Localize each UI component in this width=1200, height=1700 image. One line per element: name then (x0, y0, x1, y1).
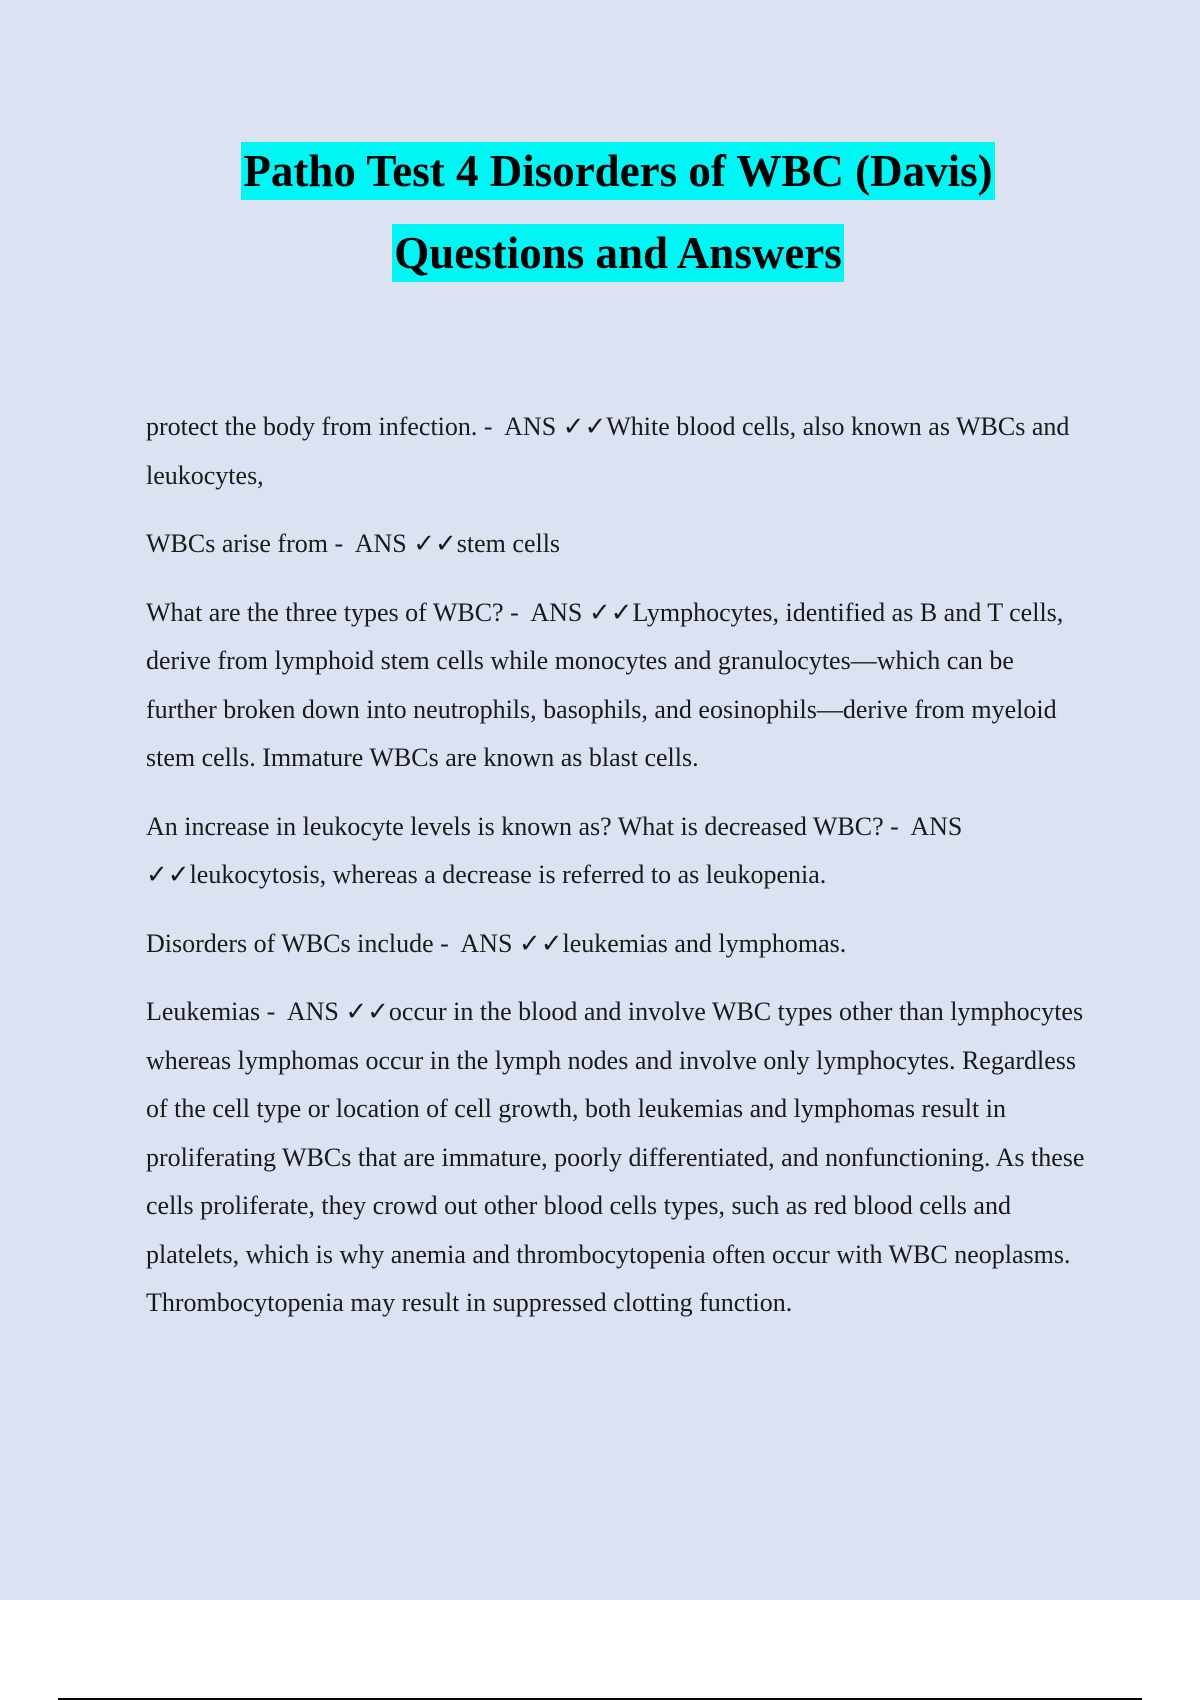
answer-marker: ANS ✓✓ (504, 412, 607, 441)
question-text: An increase in leukocyte levels is known as? What is decreased WBC? (146, 811, 884, 841)
qa-item: protect the body from infection. - ANS ✓✓White blood cells, also known as WBCs and leukocytes, (146, 412, 1070, 490)
answer-text: stem cells (456, 529, 561, 558)
answer-text: leukemias and lymphomas. (562, 928, 847, 958)
qa-item: Leukemias - ANS ✓✓occur in the blood and involve WBC types other than lymphocytes whereas lymphomas occur in the lymph nodes and involve only lymphocytes. Regardless of the cell type or location of cell growth, both leukemias and lymphomas result in proliferating WBCs that are immature, poorly differentiated, and nonfunctioning. As these cells proliferate, they crowd out other blood cells types, such as red blood cells and platelets, which is why anemia and thrombocytopenia often occur with WBC neoplasms. Thrombocytopenia may result in suppressed clotting function. (146, 997, 1085, 1317)
question-text: Leukemias (146, 997, 261, 1026)
title-line-1: Patho Test 4 Disorders of WBC (Davis) (241, 142, 994, 200)
qa-item: What are the three types of WBC? - ANS ✓✓Lymphocytes, identified as B and T cells, derive from lymphoid stem cells while monocytes and granulocytes—which can be further broken down into neutrophils, basophils, and eosinophils—derive from myeloid stem cells. Immature WBCs are known as blast cells. (146, 597, 1064, 772)
answer-marker: ANS ✓✓ (286, 997, 389, 1026)
answer-marker: ANS ✓✓ (460, 928, 563, 958)
question-text: Disorders of WBCs include (146, 928, 434, 958)
answer-marker: ANS ✓✓ (530, 597, 633, 627)
question-text: What are the three types of WBC? (146, 597, 504, 627)
answer-marker: ANS ✓✓ (354, 529, 457, 558)
question-text: WBCs arise from (146, 529, 328, 558)
answer-text: leukocytosis, whereas a decrease is referred to as leukopenia. (189, 860, 827, 889)
answer-text: Lymphocytes, identified as B and T cells, derive from lymphoid stem cells while monocytes and granulocytes—which can be further broken down into neutrophils, basophils, and eosinophils—derive from myeloid stem cells. Immature WBCs are known as blast cells. (146, 597, 1064, 772)
title-line-2: Questions and Answers (392, 224, 844, 282)
qa-list (146, 403, 1086, 1328)
answer-marker: ANS ✓✓ (146, 811, 963, 889)
answer-text: White blood cells, also known as WBCs and leukocytes, (146, 412, 1070, 490)
qa-item: An increase in leukocyte levels is known as? What is decreased WBC? - ANS ✓✓leukocytosis, whereas a decrease is referred to as leukopenia. (146, 811, 963, 889)
qa-item: WBCs arise from - ANS ✓✓stem cells (146, 529, 561, 558)
qa-item: Disorders of WBCs include - ANS ✓✓leukemias and lymphomas. (146, 928, 847, 958)
answer-text: occur in the blood and involve WBC types other than lymphocytes whereas lymphomas occur in the lymph nodes and involve only lymphocytes. Regardless of the cell type or location of cell growth, both leukemias and lymphomas result in proliferating WBCs that are immature, poorly differentiated, and nonfunctioning. As these cells proliferate, they crowd out other blood cells types, such as red blood cells and platelets, which is why anemia and thrombocytopenia often occur with WBC neoplasms. Thrombocytopenia may result in suppressed clotting function. (146, 997, 1085, 1317)
document-title (0, 142, 1200, 282)
question-text: protect the body from infection. (146, 412, 478, 441)
